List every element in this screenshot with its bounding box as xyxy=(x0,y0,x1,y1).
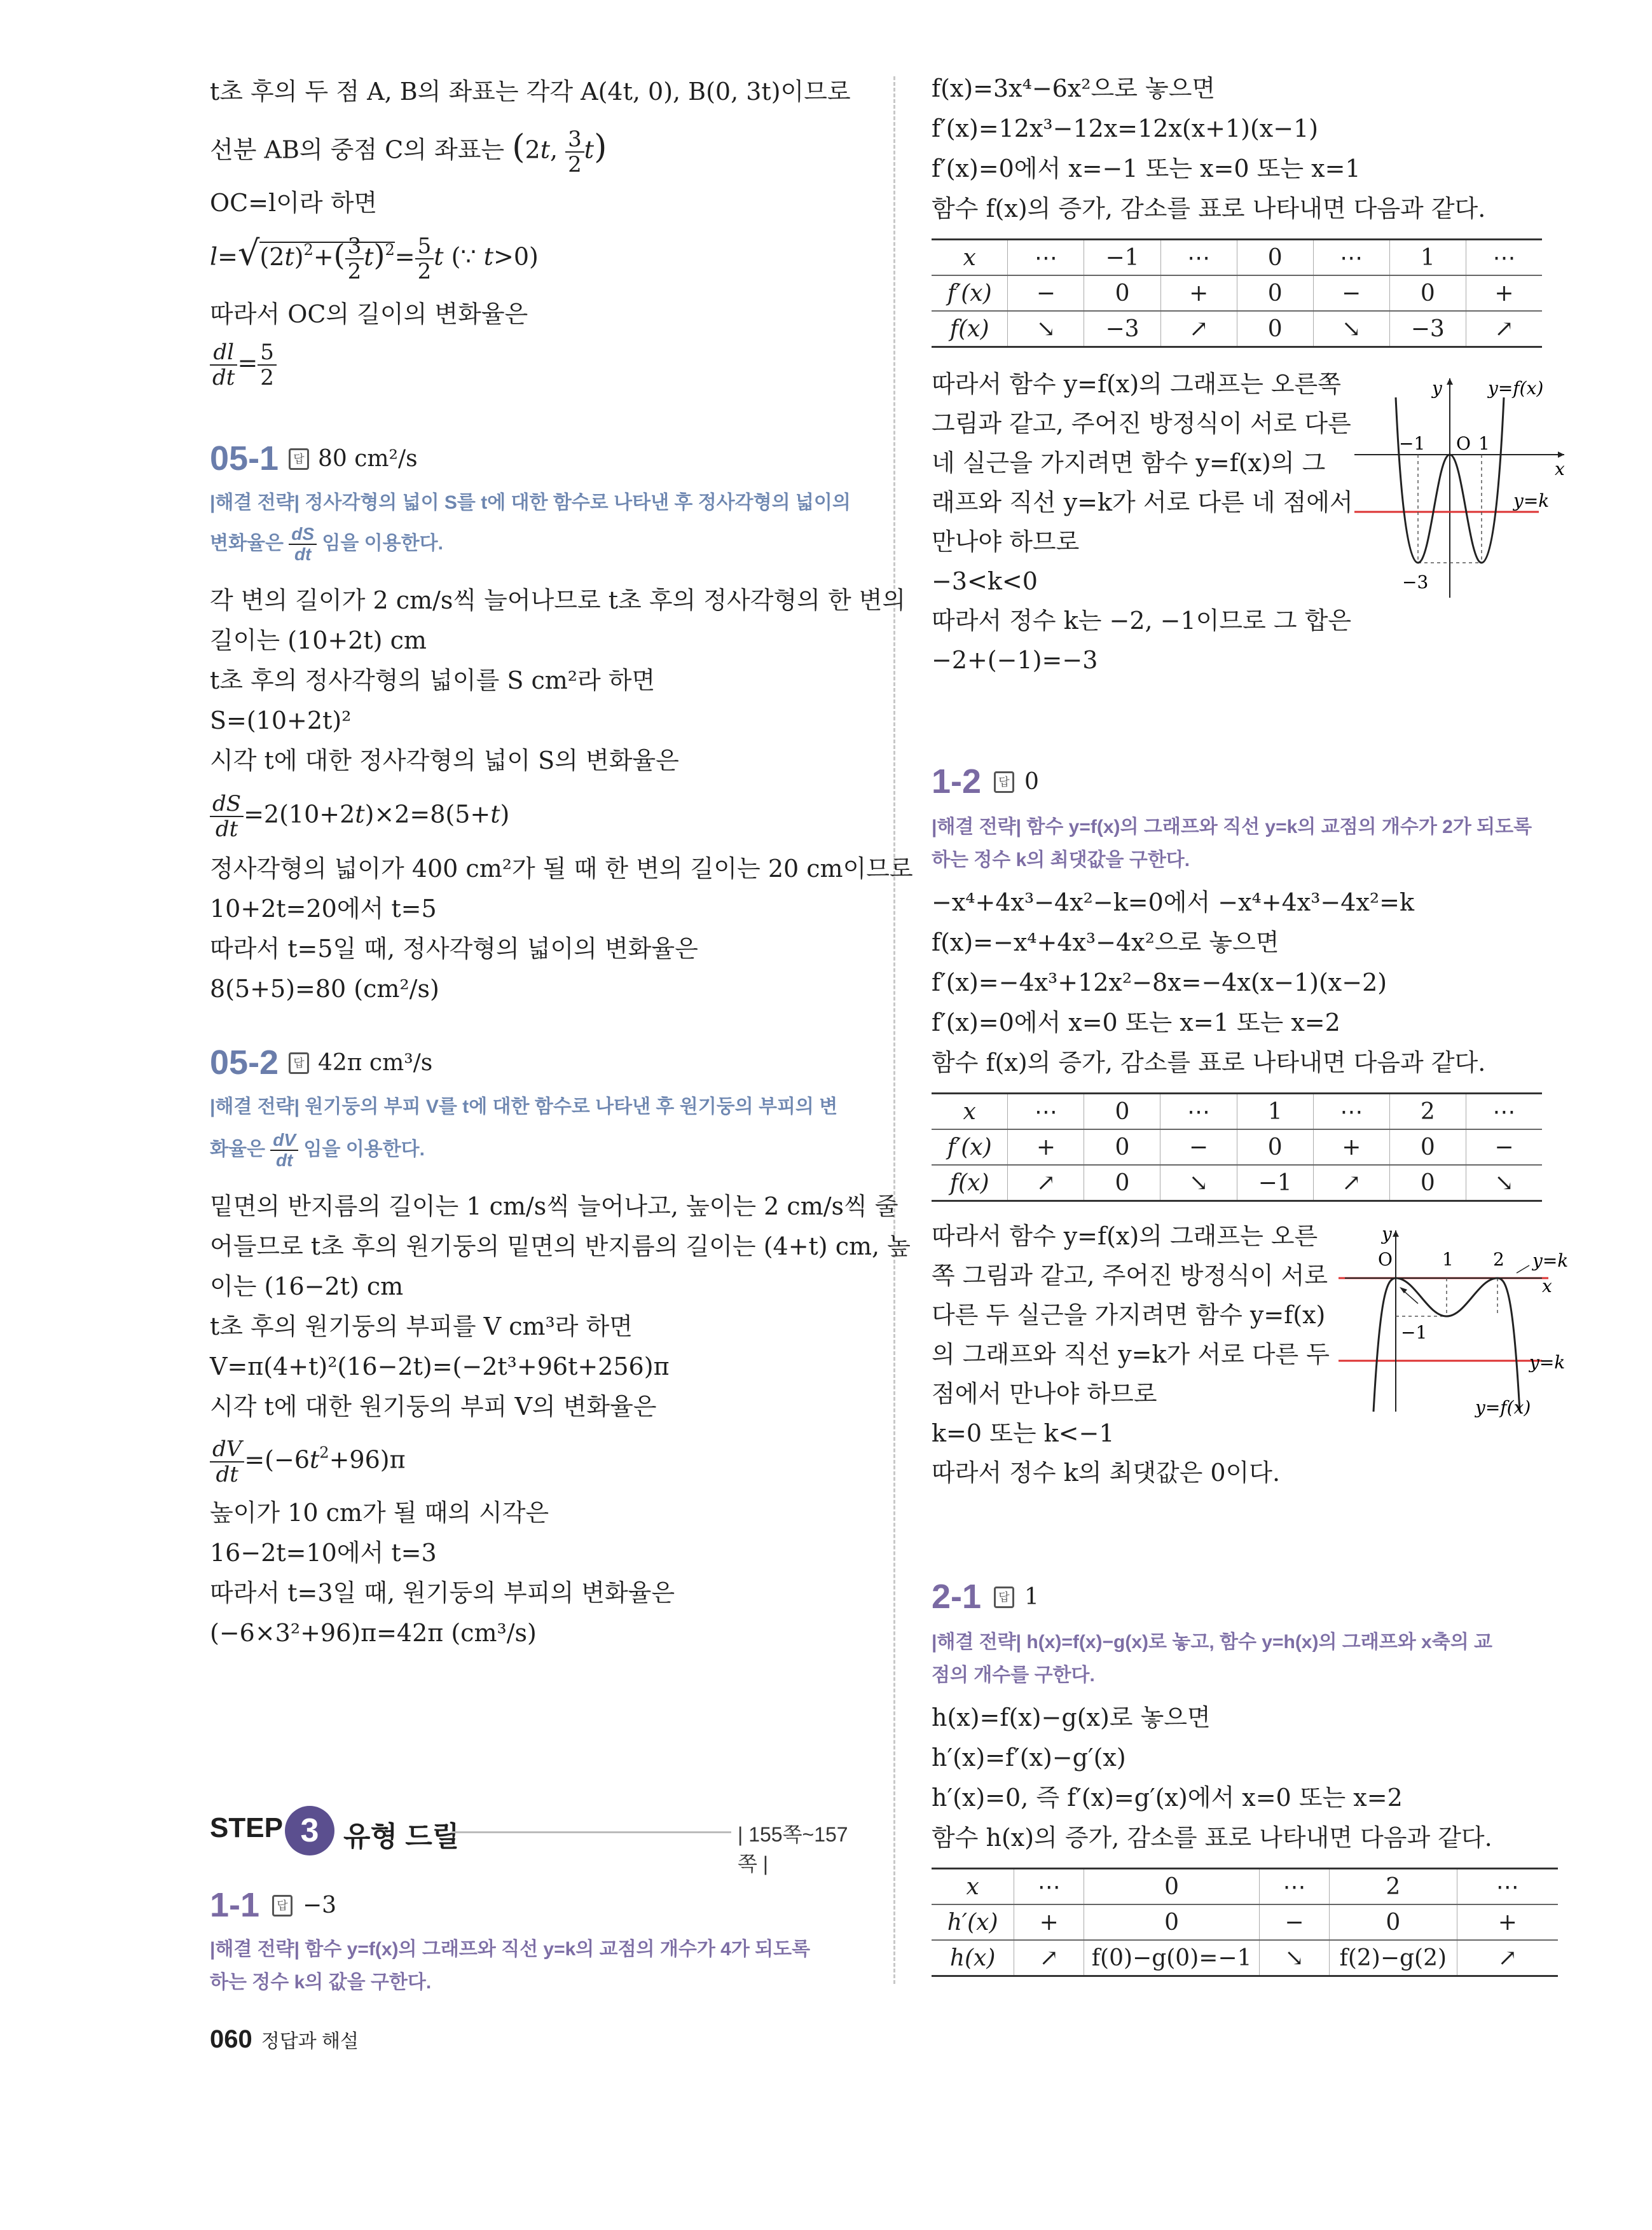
table-cell: 2 xyxy=(1329,1869,1457,1905)
section-number: 1-1 xyxy=(210,1886,260,1924)
table-cell: ⋯ xyxy=(1014,1869,1084,1905)
table-cell: f(2)−g(2) xyxy=(1329,1940,1457,1976)
table-row xyxy=(932,275,1542,311)
curve-label: y=f(x) xyxy=(1488,378,1544,399)
table-cell: − xyxy=(1160,1129,1237,1165)
answer-icon: 답 xyxy=(994,1586,1014,1608)
table-cell: 0 xyxy=(1084,1904,1260,1940)
answer-value: 42π cm³/s xyxy=(318,1050,433,1076)
table-cell: + xyxy=(1014,1904,1084,1940)
y-label: y xyxy=(1382,1223,1392,1244)
table-cell: −3 xyxy=(1084,311,1160,347)
text-line: h′(x)=0, 즉 f′(x)=g′(x)에서 x=0 또는 x=2 xyxy=(932,1784,1403,1812)
section-number: 05-2 xyxy=(210,1043,279,1082)
answer-icon: 답 xyxy=(272,1895,293,1917)
text-line: 이는 (16−2t) cm xyxy=(210,1272,404,1300)
table-row xyxy=(932,1094,1542,1130)
table-row xyxy=(932,1869,1558,1905)
tick-label: 2 xyxy=(1493,1249,1504,1270)
strategy-line: |해결 전략| 원기둥의 부피 V를 t에 대한 함수로 나타낸 후 원기둥의 부피의 변 xyxy=(210,1096,838,1117)
table-cell: ⋯ xyxy=(1313,1094,1389,1130)
table-cell: 0 xyxy=(1389,275,1466,311)
table-cell: 1 xyxy=(1389,240,1466,276)
text-line: 따라서 함수 y=f(x)의 그래프는 오른 xyxy=(932,1222,1318,1250)
table-cell: f(x) xyxy=(932,1165,1008,1201)
table-cell: h′(x) xyxy=(932,1904,1014,1940)
x-label: x xyxy=(1555,458,1565,479)
min-label: −1 xyxy=(1401,1322,1428,1343)
table-cell: x xyxy=(932,1869,1014,1905)
table-cell: f(x) xyxy=(932,311,1008,347)
step-title: 유형 드릴 xyxy=(343,1821,460,1852)
table-cell: − xyxy=(1008,275,1084,311)
text-line: −3<k<0 xyxy=(932,567,1038,595)
graph-quartic-2 xyxy=(1339,1221,1580,1437)
text-line: (−6×3²+96)π=42π (cm³/s) xyxy=(210,1619,537,1647)
answer-value: 80 cm²/s xyxy=(318,446,418,472)
text-line: k=0 또는 k<−1 xyxy=(932,1419,1115,1447)
y-axis-arrow xyxy=(1393,1230,1399,1237)
text-line: 함수 h(x)의 증가, 감소를 표로 나타내면 다음과 같다. xyxy=(932,1824,1492,1852)
text-line: f′(x)=−4x³+12x²−8x=−4x(x−1)(x−2) xyxy=(932,968,1387,996)
text-line: 길이는 (10+2t) cm xyxy=(210,626,427,654)
text-line: 따라서 정수 k의 최댓값은 0이다. xyxy=(932,1459,1281,1487)
table-cell: ↗ xyxy=(1457,1940,1558,1976)
table-cell: + xyxy=(1457,1904,1558,1940)
section-number: 2-1 xyxy=(932,1578,982,1616)
table-cell: ↘ xyxy=(1008,311,1084,347)
text-line: 함수 f(x)의 증가, 감소를 표로 나타내면 다음과 같다. xyxy=(932,1049,1486,1077)
text-line: 의 그래프와 직선 y=k가 서로 다른 두 xyxy=(932,1340,1330,1368)
text-line: 시각 t에 대한 원기둥의 부피 V의 변화율은 xyxy=(210,1393,657,1421)
formula-line: $\frac{dS}{dt}$ =2(10+2t)×2=8(5+t) xyxy=(210,792,509,841)
text-line: 8(5+5)=80 (cm²/s) xyxy=(210,975,439,1003)
table-cell: −1 xyxy=(1084,240,1160,276)
text-line: f′(x)=0에서 x=−1 또는 x=0 또는 x=1 xyxy=(932,155,1361,182)
table-increase-decrease-2 xyxy=(932,1092,1542,1202)
table-row xyxy=(932,1165,1542,1201)
table-cell: ⋯ xyxy=(1008,240,1084,276)
text-line: h′(x)=f′(x)−g′(x) xyxy=(932,1744,1126,1772)
table-cell: + xyxy=(1466,275,1542,311)
text-line: 만나야 하므로 xyxy=(932,528,1080,556)
section-number: 05-1 xyxy=(210,439,279,478)
strategy-line: |해결 전략| h(x)=f(x)−g(x)로 놓고, 함수 y=h(x)의 그래프와 x축의 교 xyxy=(932,1632,1493,1653)
table-cell: 0 xyxy=(1084,1869,1260,1905)
text-line: t초 후의 두 점 A, B의 좌표는 각각 A(4t, 0), B(0, 3t)이므로 xyxy=(210,78,851,106)
text-line: 래프와 직선 y=k가 서로 다른 네 점에서 xyxy=(932,488,1353,516)
table-cell: 0 xyxy=(1329,1904,1457,1940)
table-cell: ↗ xyxy=(1014,1940,1084,1976)
text-line: −2+(−1)=−3 xyxy=(932,646,1098,674)
table-cell: h(x) xyxy=(932,1940,1014,1976)
table-cell: 0 xyxy=(1389,1165,1466,1201)
table-row xyxy=(932,1129,1542,1165)
origin-label: O xyxy=(1456,433,1471,454)
step-divider xyxy=(451,1831,731,1833)
table-cell: − xyxy=(1259,1904,1329,1940)
table-cell: 1 xyxy=(1237,1094,1313,1130)
table-cell: 0 xyxy=(1237,240,1313,276)
table-cell: ↗ xyxy=(1160,311,1237,347)
text-line: 각 변의 길이가 2 cm/s씩 늘어나므로 t초 후의 정사각형의 한 변의 xyxy=(210,586,906,614)
rate-formula: $\frac{dl}{dt}$ = $\frac{5}{2}$ xyxy=(210,340,277,390)
strategy-line-2: 변화율은 $\frac{dS}{dt}$ 임을 이용한다. xyxy=(210,524,443,564)
text-line: 점에서 만나야 하므로 xyxy=(932,1380,1157,1408)
x-axis-arrow xyxy=(1558,451,1564,458)
min-label: −3 xyxy=(1402,572,1429,593)
text-line: OC=l이라 하면 xyxy=(210,189,378,217)
table-row xyxy=(932,240,1542,276)
table-cell: ↗ xyxy=(1008,1165,1084,1201)
text-line: f′(x)=0에서 x=0 또는 x=1 또는 x=2 xyxy=(932,1008,1340,1036)
text-line: 따라서 t=5일 때, 정사각형의 넓이의 변화율은 xyxy=(210,935,698,963)
text-line: 함수 f(x)의 증가, 감소를 표로 나타내면 다음과 같다. xyxy=(932,195,1486,223)
text-line: 따라서 정수 k는 −2, −1이므로 그 합은 xyxy=(932,607,1352,635)
table-cell: f′(x) xyxy=(932,275,1008,311)
text-line: 그림과 같고, 주어진 방정식이 서로 다른 xyxy=(932,410,1351,437)
table-cell: + xyxy=(1160,275,1237,311)
table-cell: 0 xyxy=(1237,275,1313,311)
tick-label: 1 xyxy=(1442,1249,1454,1270)
text-line: f(x)=−x⁴+4x³−4x²으로 놓으면 xyxy=(932,928,1279,956)
line-label-top: y=k xyxy=(1532,1250,1569,1271)
text-line: f′(x)=12x³−12x=12x(x+1)(x−1) xyxy=(932,114,1319,142)
table-cell: x xyxy=(932,240,1008,276)
text-line: 따라서 함수 y=f(x)의 그래프는 오른쪽 xyxy=(932,370,1341,398)
table-row xyxy=(932,1904,1558,1940)
step-pages: | 155쪽~157쪽 | xyxy=(738,1823,848,1875)
text-line: 높이가 10 cm가 될 때의 시각은 xyxy=(210,1499,549,1527)
step-number: 3 xyxy=(285,1806,334,1855)
answer-value: −3 xyxy=(303,1892,337,1918)
length-formula: $l=√(2t)^2+$( $\frac{3}{2}$ t)$^2$= $\frac{5}{2}$ t (∵ t>0) xyxy=(210,233,539,284)
table-cell: −1 xyxy=(1237,1165,1313,1201)
table-cell: + xyxy=(1008,1129,1084,1165)
tick-label: 1 xyxy=(1478,433,1490,454)
strategy-line-2: 하는 정수 k의 값을 구한다. xyxy=(210,1972,432,1993)
strategy-line-2: 점의 개수를 구한다. xyxy=(932,1665,1095,1686)
table-cell: ↘ xyxy=(1259,1940,1329,1976)
text-line: t초 후의 정사각형의 넓이를 S cm²라 하면 xyxy=(210,666,656,694)
table-cell: ↘ xyxy=(1160,1165,1237,1201)
text-line: 밑면의 반지름의 길이는 1 cm/s씩 늘어나고, 높이는 2 cm/s씩 줄 xyxy=(210,1192,898,1220)
text-line: 16−2t=10에서 t=3 xyxy=(210,1539,437,1567)
table-cell: ⋯ xyxy=(1457,1869,1558,1905)
strategy-line: |해결 전략| 함수 y=f(x)의 그래프와 직선 y=k의 교점의 개수가 2가 되도록 xyxy=(932,816,1532,837)
curve-label: y=f(x) xyxy=(1475,1397,1531,1418)
step-label: STEP xyxy=(210,1812,283,1843)
text-line: 10+2t=20에서 t=5 xyxy=(210,895,437,923)
text-line: 다른 두 실근을 가지려면 함수 y=f(x) xyxy=(932,1301,1326,1329)
origin-label: O xyxy=(1378,1249,1393,1270)
text-line: t초 후의 원기둥의 부피를 V cm³라 하면 xyxy=(210,1312,633,1340)
table-cell: 0 xyxy=(1237,311,1313,347)
y-label: y xyxy=(1432,378,1442,399)
table-cell: f′(x) xyxy=(932,1129,1008,1165)
table-cell: 0 xyxy=(1389,1129,1466,1165)
footer-label: 정답과 해설 xyxy=(261,2031,359,2052)
text-line: −x⁴+4x³−4x²−k=0에서 −x⁴+4x³−4x²=k xyxy=(932,888,1414,916)
strategy-line-2: 화율은 $\frac{dV}{dt}$ 임을 이용한다. xyxy=(210,1130,425,1170)
midpoint-line: 선분 AB의 중점 C의 좌표는 (2t, $\frac{3}{2}$ t) xyxy=(210,127,607,177)
text-line: V=π(4+t)²(16−2t)=(−2t³+96t+256)π xyxy=(210,1352,670,1380)
text-line: 따라서 OC의 길이의 변화율은 xyxy=(210,300,528,328)
table-cell: 0 xyxy=(1084,1094,1160,1130)
table-cell: 2 xyxy=(1389,1094,1466,1130)
table-cell: ⋯ xyxy=(1466,1094,1542,1130)
tick-label: −1 xyxy=(1399,433,1426,454)
table-cell: ⋯ xyxy=(1259,1869,1329,1905)
table-row xyxy=(932,311,1542,347)
strategy-line: |해결 전략| 정사각형의 넓이 S를 t에 대한 함수로 나타낸 후 정사각형의 넓이의 xyxy=(210,492,851,513)
line-label-bottom: y=k xyxy=(1529,1352,1566,1373)
graph-quartic-1 xyxy=(1354,372,1571,601)
table-cell: ⋯ xyxy=(1160,240,1237,276)
answer-value: 1 xyxy=(1024,1584,1039,1610)
answer-icon: 답 xyxy=(289,1052,309,1074)
answer-value: 0 xyxy=(1024,769,1039,795)
table-cell: x xyxy=(932,1094,1008,1130)
table-cell: 0 xyxy=(1084,1129,1160,1165)
x-label: x xyxy=(1542,1276,1552,1297)
table-cell: ↗ xyxy=(1466,311,1542,347)
strategy-line-2: 하는 정수 k의 최댓값을 구한다. xyxy=(932,850,1190,871)
column-divider xyxy=(893,76,895,1984)
table-cell: 0 xyxy=(1084,275,1160,311)
text-line: 네 실근을 가지려면 함수 y=f(x)의 그 xyxy=(932,449,1326,477)
section-number: 1-2 xyxy=(932,762,982,801)
table-increase-decrease-1 xyxy=(932,238,1542,348)
table-cell: f(0)−g(0)=−1 xyxy=(1084,1940,1260,1976)
table-cell: ⋯ xyxy=(1313,240,1389,276)
text-line: 따라서 t=3일 때, 원기둥의 부피의 변화율은 xyxy=(210,1579,675,1607)
text-line: h(x)=f(x)−g(x)로 놓으면 xyxy=(932,1703,1211,1731)
step-header xyxy=(210,1806,858,1875)
answer-icon: 답 xyxy=(994,771,1014,793)
text-line: 쪽 그림과 같고, 주어진 방정식이 서로 xyxy=(932,1262,1328,1290)
table-cell: ⋯ xyxy=(1466,240,1542,276)
text-line: S=(10+2t)² xyxy=(210,706,352,734)
table-cell: ⋯ xyxy=(1008,1094,1084,1130)
table-cell: − xyxy=(1466,1129,1542,1165)
table-cell: ↗ xyxy=(1313,1165,1389,1201)
footer xyxy=(210,2025,359,2054)
text-line: 시각 t에 대한 정사각형의 넓이 S의 변화율은 xyxy=(210,747,679,774)
table-cell: 0 xyxy=(1237,1129,1313,1165)
table-cell: ↘ xyxy=(1466,1165,1542,1201)
table-increase-decrease-3 xyxy=(932,1868,1558,1977)
table-cell: + xyxy=(1313,1129,1389,1165)
y-axis-arrow xyxy=(1447,378,1453,385)
text-line: 정사각형의 넓이가 400 cm²가 될 때 한 변의 길이는 20 cm이므로 xyxy=(210,855,913,883)
answer-icon: 답 xyxy=(289,448,309,470)
table-cell: 0 xyxy=(1084,1165,1160,1201)
table-cell: − xyxy=(1313,275,1389,311)
table-row xyxy=(932,1940,1558,1976)
page-number: 060 xyxy=(210,2025,252,2053)
table-cell: −3 xyxy=(1389,311,1466,347)
table-cell: ⋯ xyxy=(1160,1094,1237,1130)
table-cell: ↘ xyxy=(1313,311,1389,347)
formula-line: $\frac{dV}{dt}$ $=(-6t^2+96)\pi$ xyxy=(210,1437,406,1487)
line-label: y=k xyxy=(1513,490,1550,511)
text-line: 어들므로 t초 후의 원기둥의 밑면의 반지름의 길이는 (4+t) cm, 높 xyxy=(210,1232,911,1260)
text-line: f(x)=3x⁴−6x²으로 놓으면 xyxy=(932,74,1216,102)
strategy-line: |해결 전략| 함수 y=f(x)의 그래프와 직선 y=k의 교점의 개수가 4가 되도록 xyxy=(210,1939,811,1960)
pointer-line xyxy=(1517,1265,1529,1273)
